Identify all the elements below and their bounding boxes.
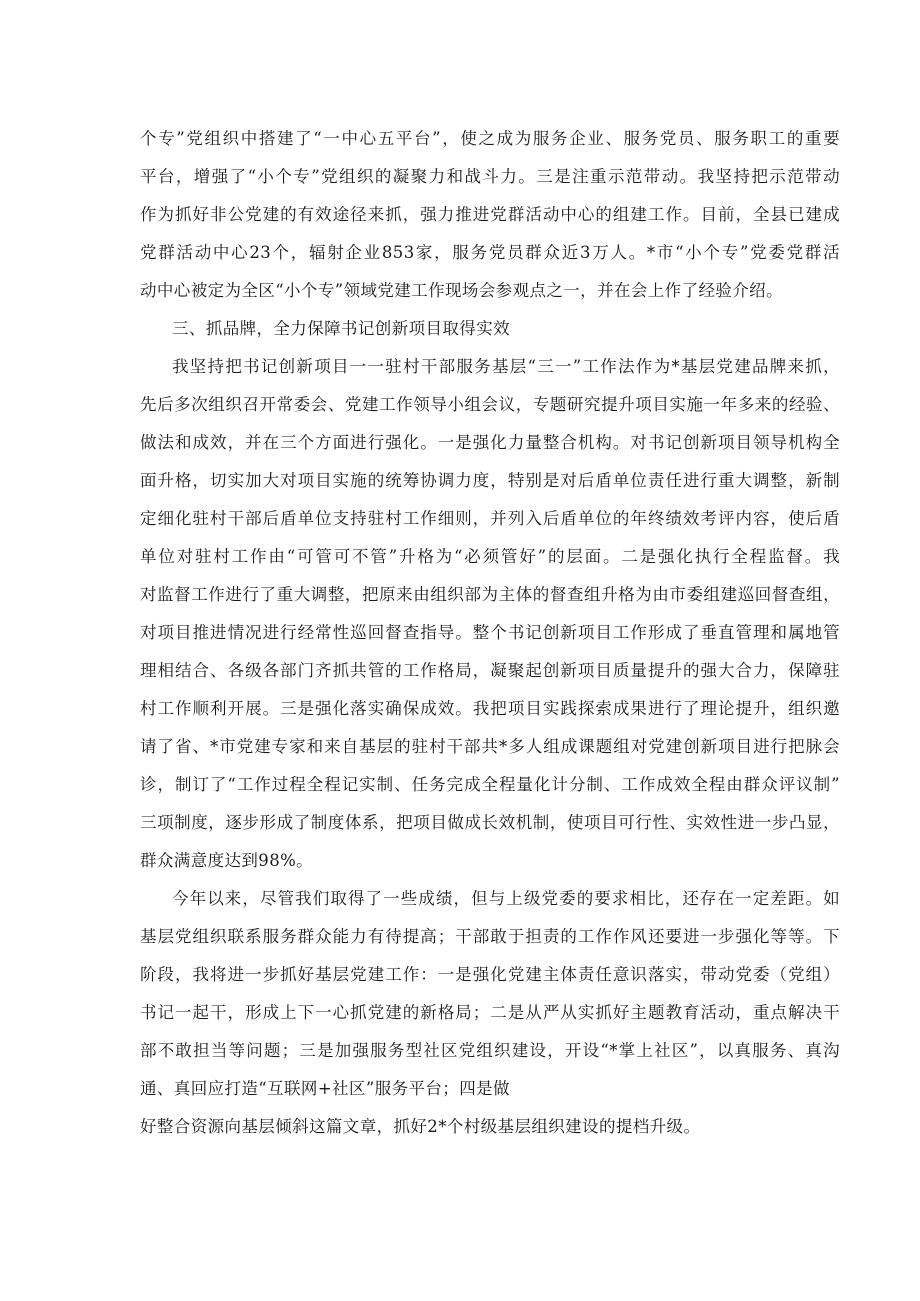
- paragraph-line: 面升格，切实加大对项目实施的统筹协调力度，特别是对后盾单位责任进行重大调整，新制: [140, 471, 840, 490]
- paragraph-line: 先后多次组织召开常委会、党建工作领导小组会议，专题研究提升项目实施一年多来的经验、: [140, 395, 840, 414]
- paragraph-line: 书记一起干，形成上下一心抓党建的新格局；二是从严从实抓好主题教育活动，重点解决干: [140, 1003, 840, 1022]
- paragraph-line: 今年以来，尽管我们取得了一些成绩，但与上级党委的要求相比，还存在一定差距。如: [172, 889, 840, 908]
- paragraph-line: 动中心被定为全区“小个专”领域党建工作现场会参观点之一，并在会上作了经验介绍。: [140, 281, 783, 300]
- paragraph-line: 好整合资源向基层倾斜这篇文章，抓好2*个村级基层组织建设的提档升级。: [140, 1117, 701, 1136]
- paragraph-line: 党群活动中心23个，辐射企业853家，服务党员群众近3万人。*市“小个专”党委党群活: [140, 243, 840, 262]
- paragraph-line: 通、真回应打造“互联网+社区”服务平台；四是做: [140, 1079, 510, 1098]
- paragraph-line: 三项制度，逐步形成了制度体系，把项目做成长效机制，使项目可行性、实效性进一步凸显，: [140, 813, 840, 832]
- paragraph-line: 理相结合、各级各部门齐抓共管的工作格局，凝聚起创新项目质量提升的强大合力，保障驻: [140, 661, 840, 680]
- paragraph-line: 个专”党组织中搭建了“一中心五平台”，使之成为服务企业、服务党员、服务职工的重要: [140, 129, 840, 148]
- paragraph-line: 单位对驻村工作由“可管可不管”升格为“必须管好”的层面。二是强化执行全程监督。我: [140, 547, 840, 566]
- paragraph-line: 作为抓好非公党建的有效途径来抓，强力推进党群活动中心的组建工作。目前，全县已建成: [140, 205, 840, 224]
- paragraph-line: 对监督工作进行了重大调整，把原来由组织部为主体的督查组升格为由市委组建巡回督查组，: [140, 585, 840, 604]
- paragraph-line: 平台，增强了“小个专”党组织的凝聚力和战斗力。三是注重示范带动。我坚持把示范带动: [140, 167, 840, 186]
- paragraph-line: 诊，制订了“工作过程全程记实制、任务完成全程量化计分制、工作成效全程由群众评议制”: [140, 775, 840, 794]
- paragraph-line: 阶段，我将进一步抓好基层党建工作：一是强化党建主体责任意识落实，带动党委（党组）: [140, 965, 840, 984]
- paragraph-line: 村工作顺利开展。三是强化落实确保成效。我把项目实践探索成果进行了理论提升，组织邀: [140, 699, 840, 718]
- section-heading: 三、抓品牌，全力保障书记创新项目取得实效: [172, 319, 510, 338]
- paragraph-line: 对项目推进情况进行经常性巡回督查指导。整个书记创新项目工作形成了垂直管理和属地管: [140, 623, 840, 642]
- paragraph-line: 部不敢担当等问题；三是加强服务型社区党组织建设，开设“*掌上社区”，以真服务、真沟: [140, 1041, 840, 1060]
- paragraph-line: 我坚持把书记创新项目一一驻村干部服务基层“三一”工作法作为*基层党建品牌来抓，: [172, 357, 840, 376]
- paragraph-line: 请了省、*市党建专家和来自基层的驻村干部共*多人组成课题组对党建创新项目进行把脉会: [140, 737, 840, 756]
- paragraph-line: 做法和成效，并在三个方面进行强化。一是强化力量整合机构。对书记创新项目领导机构全: [140, 433, 840, 452]
- paragraph-line: 基层党组织联系服务群众能力有待提高；干部敢于担责的工作作风还要进一步强化等等。下: [140, 927, 840, 946]
- paragraph-line: 定细化驻村干部后盾单位支持驻村工作细则，并列入后盾单位的年终绩效考评内容，使后盾: [140, 509, 840, 528]
- paragraph-line: 群众满意度达到98%。: [140, 851, 314, 870]
